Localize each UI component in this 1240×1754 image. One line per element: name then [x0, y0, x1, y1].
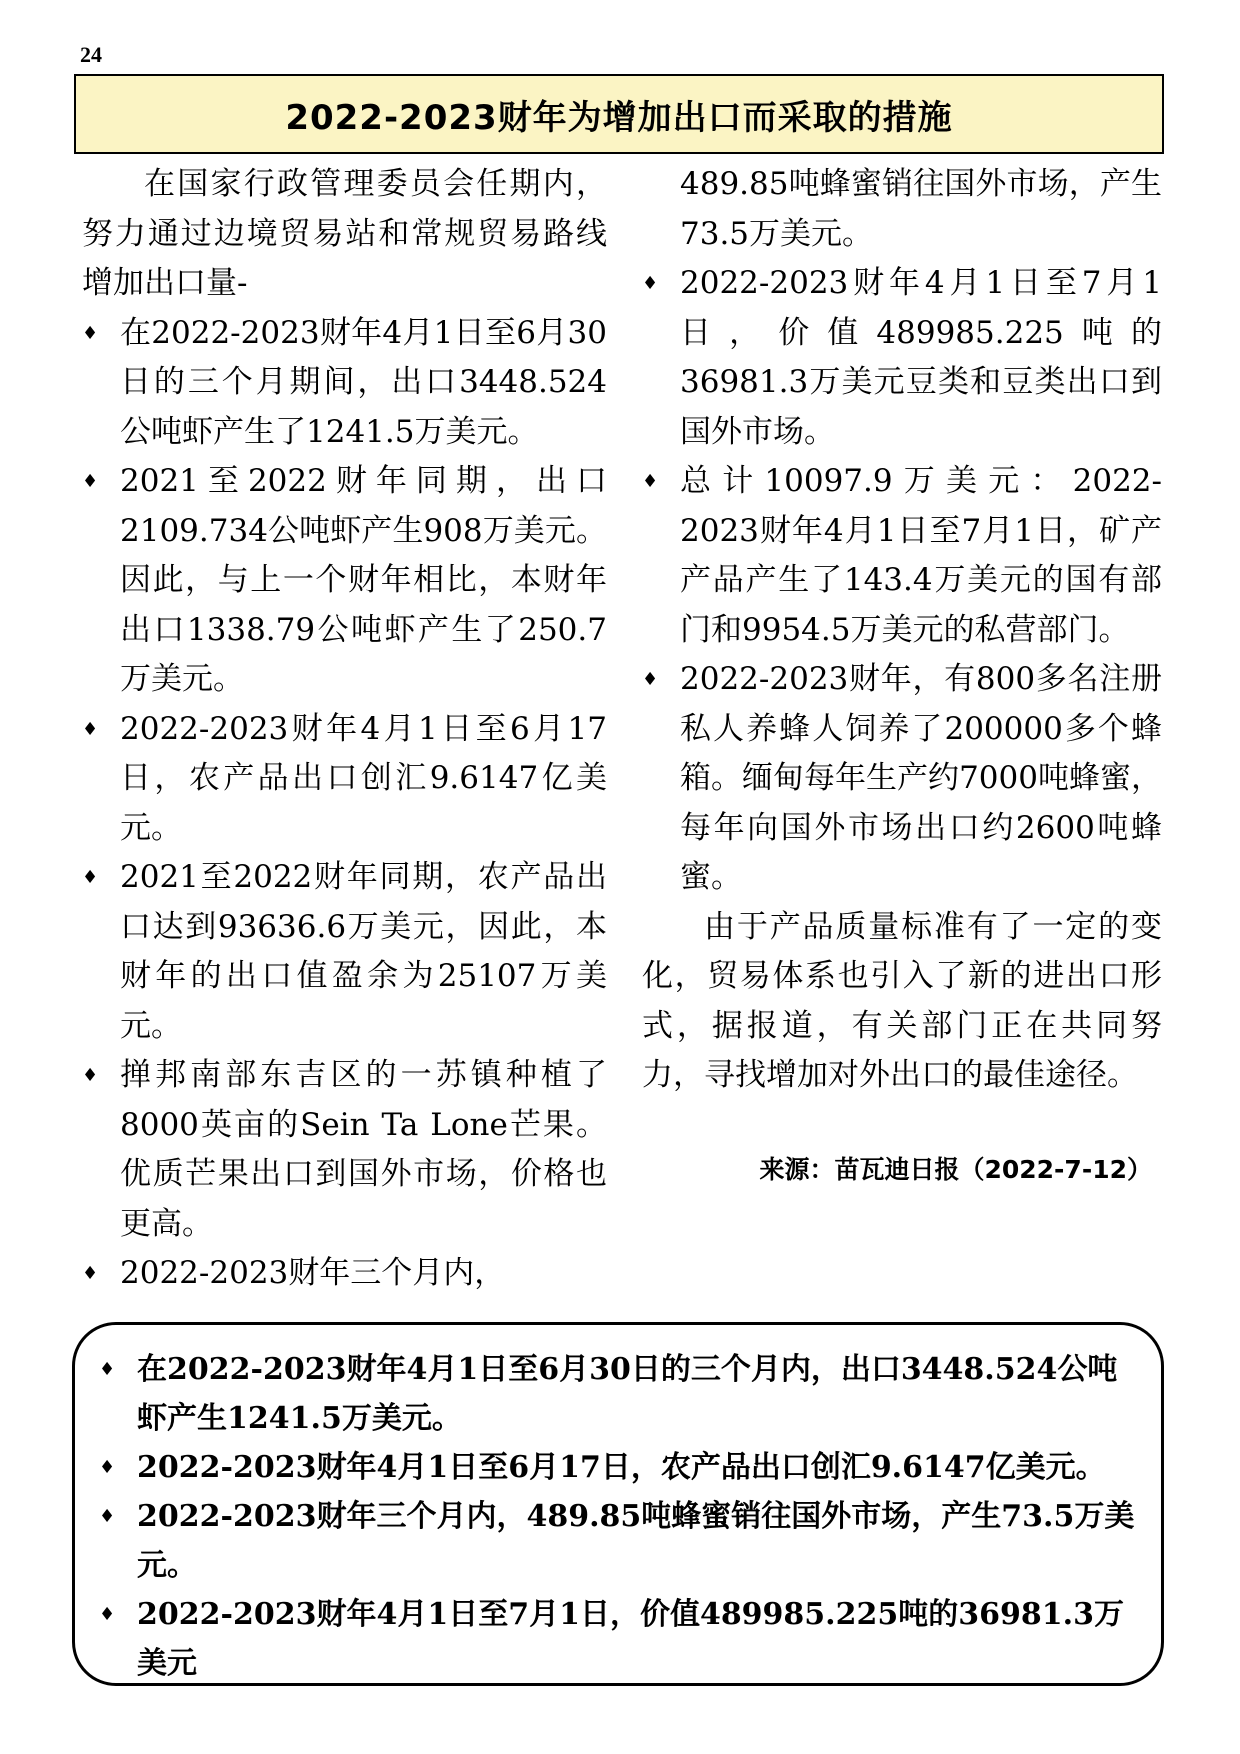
diamond-bullet-icon: ♦: [99, 1457, 116, 1478]
page-number: 24: [80, 42, 102, 67]
list-item: [82, 1051, 607, 1249]
left-column: [82, 160, 607, 1299]
continued-bullet-text: 489.85吨蜂蜜销往国外市场，产生73.5万美元。: [680, 166, 1162, 252]
diamond-bullet-icon: ♦: [82, 718, 99, 740]
list-item: [82, 853, 607, 1051]
diamond-bullet-icon: ♦: [642, 669, 659, 690]
list-item-text: 2022-2023财年4月1日至7月1日，价值489985.225吨的36981.3万美元豆类和豆类出口到国外市场。: [680, 265, 1162, 450]
diamond-bullet-icon: ♦: [82, 867, 99, 888]
diamond-bullet-icon: ♦: [82, 322, 99, 344]
diamond-bullet-icon: ♦: [642, 273, 659, 294]
diamond-bullet-icon: ♦: [99, 1604, 116, 1625]
summary-item-text: 2022-2023财年4月1日至7月1日，价值489985.225吨的36981.3万美元: [137, 1597, 1124, 1681]
list-item-text: 总计10097.9万美元：2022-2023财年4月1日至7月1日，矿产产品产生了143.4万美元的国有部门和9954.5万美元的私营部门。: [680, 463, 1162, 648]
list-item-text: 掸邦南部东吉区的一苏镇种植了8000英亩的Sein Ta Lone芒果。优质芒果出口到国外市场，价格也更高。: [120, 1057, 607, 1242]
list-item-text: 2022-2023财年三个月内，: [120, 1255, 506, 1291]
title-banner: [74, 74, 1164, 154]
summary-item: [99, 1590, 1143, 1688]
page-title: 2022-2023财年为增加出口而采取的措施: [285, 97, 953, 138]
summary-item-text: 2022-2023财年4月1日至6月17日，农产品出口创汇9.6147亿美元。: [137, 1450, 1106, 1485]
summary-item: [99, 1492, 1143, 1590]
diamond-bullet-icon: ♦: [642, 471, 659, 492]
summary-item-text: 在2022-2023财年4月1日至6月30日的三个月内，出口3448.524公吨虾产生1241.5万美元。: [137, 1352, 1118, 1436]
summary-item: [99, 1443, 1143, 1492]
summary-item-text: 2022-2023财年三个月内，489.85吨蜂蜜销往国外市场，产生73.5万美元。: [137, 1499, 1135, 1583]
list-item-text: 2022-2023财年，有800多名注册私人养蜂人饲养了200000多个蜂箱。缅甸每年生产约7000吨蜂蜜，每年向国外市场出口约2600吨蜂蜜。: [680, 661, 1162, 895]
list-item: [82, 1249, 607, 1299]
diamond-bullet-icon: ♦: [82, 471, 99, 492]
list-item-text: 2022-2023财年4月1日至6月17日，农产品出口创汇9.6147亿美元。: [120, 710, 607, 846]
list-item-text: 在2022-2023财年4月1日至6月30日的三个月期间，出口3448.524公吨虾产生了1241.5万美元。: [120, 314, 607, 450]
diamond-bullet-icon: ♦: [99, 1359, 116, 1380]
diamond-bullet-icon: ♦: [82, 1263, 99, 1284]
summary-item: [99, 1345, 1143, 1443]
source-citation: 来源：苗瓦迪日报（2022-7-12）: [759, 1154, 1152, 1184]
diamond-bullet-icon: ♦: [82, 1065, 99, 1086]
summary-list: [99, 1345, 1143, 1688]
summary-box: [72, 1322, 1164, 1686]
list-item-text: 2021至2022财年同期，农产品出口达到93636.6万美元，因此，本财年的出口值盈余为25107万美元。: [120, 859, 607, 1044]
left-bullet-list: [82, 309, 607, 1299]
right-column: [642, 160, 1162, 1194]
list-item: [642, 655, 1162, 903]
list-item: [642, 259, 1162, 457]
diamond-bullet-icon: ♦: [99, 1506, 116, 1527]
list-item-text: 2021至2022财年同期，出口2109.734公吨虾产生908万美元。因此，与上一个财年相比，本财年出口1338.79公吨虾产生了250.7万美元。: [120, 463, 607, 697]
right-bullet-list: [642, 259, 1162, 903]
list-item: [82, 309, 607, 458]
list-item: [82, 457, 607, 705]
closing-paragraph: 由于产品质量标准有了一定的变化，贸易体系也引入了新的进出口形式，据报道，有关部门正在共同努力，寻找增加对外出口的最佳途径。: [642, 908, 1162, 1093]
intro-paragraph: 在国家行政管理委员会任期内，努力通过边境贸易站和常规贸易路线增加出口量-: [82, 166, 607, 301]
list-item: [82, 705, 607, 854]
list-item: [642, 457, 1162, 655]
